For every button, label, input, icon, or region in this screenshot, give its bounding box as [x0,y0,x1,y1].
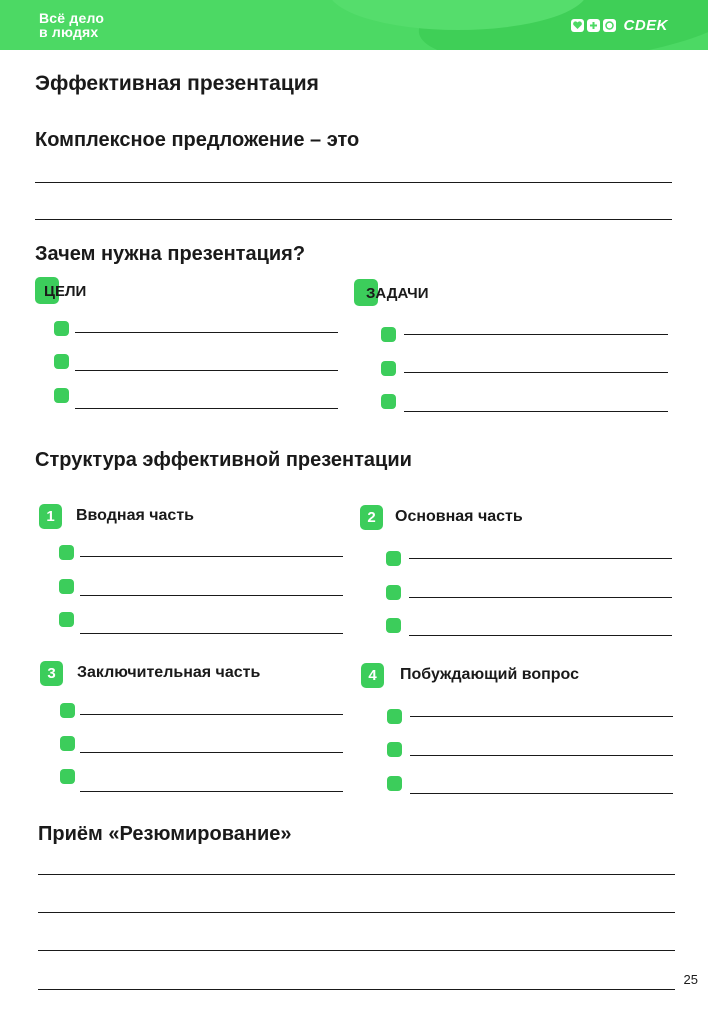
goals-label: ЦЕЛИ [44,283,87,300]
bullet-marker [60,736,75,751]
write-line [410,716,673,717]
complex-offer-heading: Комплексное предложение – это [35,129,360,151]
part-number-badge: 3 [40,661,63,686]
write-line [80,791,343,792]
write-line [80,595,343,596]
write-line [75,408,338,409]
bullet-marker [387,776,402,791]
write-line [410,793,673,794]
bullet-marker [381,361,396,376]
write-line [38,950,675,951]
bullet-marker [387,709,402,724]
bullet-marker [386,618,401,633]
header-banner [0,0,708,50]
write-line [409,597,672,598]
write-line [404,411,668,412]
write-line [75,370,338,371]
bullet-marker [54,388,69,403]
bullet-marker [59,545,74,560]
bullet-marker [386,585,401,600]
why-heading: Зачем нужна презентация? [35,243,306,265]
summary-heading: Приём «Резюмирование» [38,823,292,845]
plus-icon [587,19,600,32]
bullet-marker [381,327,396,342]
bullet-marker [54,354,69,369]
bullet-marker [387,742,402,757]
bullet-marker [60,769,75,784]
write-line [38,912,675,913]
write-line [80,714,343,715]
write-line [80,752,343,753]
slogan [39,11,104,39]
part-label: Побуждающий вопрос [400,666,580,683]
write-line [410,755,673,756]
page-number: 25 [683,972,698,987]
brand-name: CDEK [623,17,668,34]
write-line [404,334,668,335]
part-label: Вводная часть [76,507,194,524]
write-line [35,219,672,220]
brand-logo [571,17,668,34]
heart-icon [571,19,584,32]
bullet-marker [59,579,74,594]
bullet-marker [386,551,401,566]
part-number-badge: 2 [360,505,383,530]
write-line [35,182,672,183]
slogan-line: в людях [39,24,99,40]
part-number-badge: 4 [361,663,384,688]
part-label: Заключительная часть [77,664,261,681]
bullet-marker [60,703,75,718]
tasks-label: ЗАДАЧИ [366,285,429,302]
write-line [409,635,672,636]
part-label: Основная часть [395,508,523,525]
bullet-marker [381,394,396,409]
write-line [38,989,675,990]
part-number-badge: 1 [39,504,62,529]
write-line [38,874,675,875]
write-line [80,633,343,634]
slogan-line: Всё дело [39,10,105,26]
bullet-marker [54,321,69,336]
page-title: Эффективная презентация [35,72,319,95]
bullet-marker [59,612,74,627]
structure-heading: Структура эффективной презентации [35,449,412,471]
write-line [80,556,343,557]
write-line [404,372,668,373]
smile-icon [603,19,616,32]
write-line [75,332,338,333]
write-line [409,558,672,559]
